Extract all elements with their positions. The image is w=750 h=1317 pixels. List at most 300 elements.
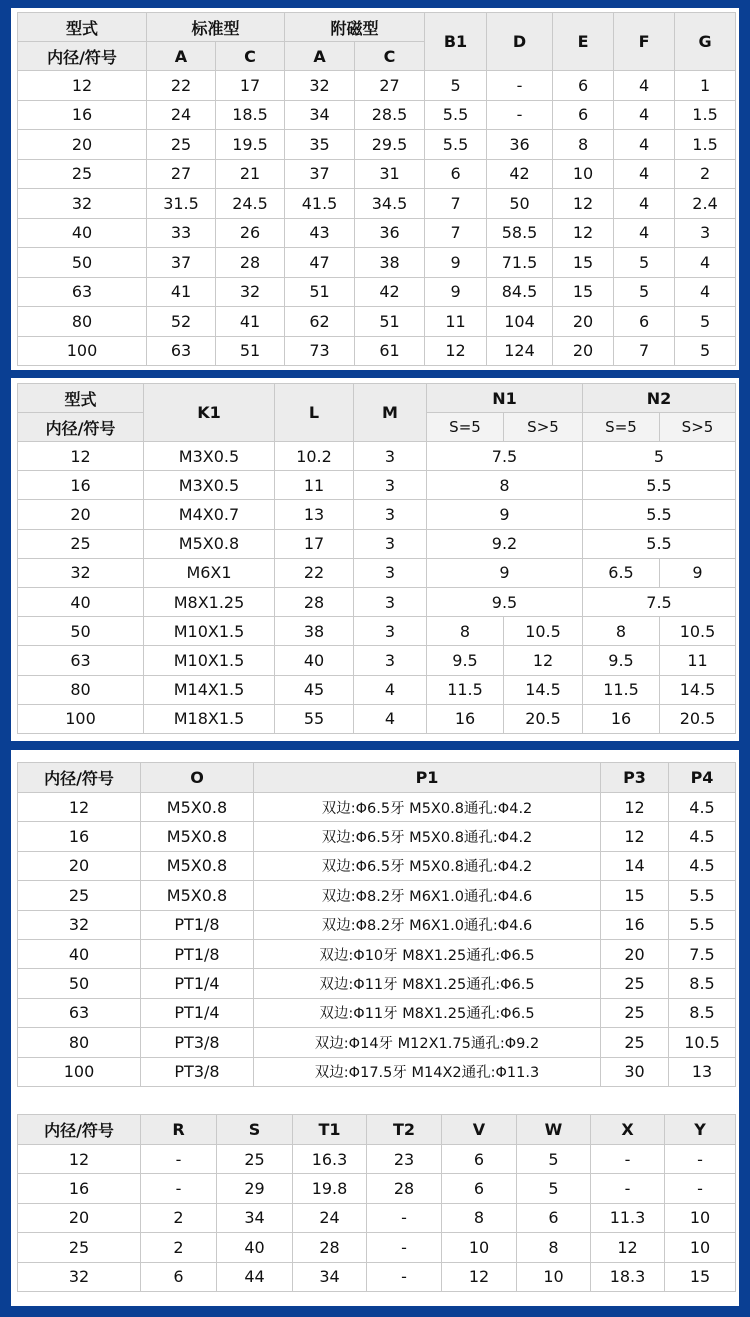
table-row <box>18 130 736 160</box>
table4-cell: 15 <box>665 1262 736 1291</box>
table3-panel <box>11 750 739 1306</box>
table1-cell: 20 <box>553 336 614 366</box>
table-row <box>18 189 736 219</box>
table-row <box>18 1203 736 1232</box>
table-row <box>18 71 736 101</box>
table2-cell: 9 <box>660 558 736 587</box>
table2-cell: 3 <box>354 500 427 529</box>
table1-cell: 12 <box>553 218 614 248</box>
table3-cell: 双边:Φ6.5牙 M5X0.8通孔:Φ4.2 <box>254 851 601 880</box>
table-row <box>18 1174 736 1203</box>
table-row <box>18 851 736 880</box>
table1-cell: 6 <box>425 159 487 189</box>
table4-cell: - <box>665 1145 736 1174</box>
table2-col-k1: K1 <box>144 384 275 442</box>
table4-header: 内径/符号 <box>18 1115 141 1145</box>
table4-cell: 32 <box>18 1262 141 1291</box>
table2-n2-merged: 5 <box>583 442 736 471</box>
table-row <box>18 307 736 337</box>
table2-cell: M6X1 <box>144 558 275 587</box>
table1-cell: 50 <box>487 189 553 219</box>
table4-cell: 34 <box>217 1203 293 1232</box>
table3-cell: 双边:Φ10牙 M8X1.25通孔:Φ6.5 <box>254 939 601 968</box>
table2-cell: 3 <box>354 558 427 587</box>
table-row <box>18 587 736 616</box>
table2-cell: 3 <box>354 646 427 675</box>
table3-cell: 双边:Φ8.2牙 M6X1.0通孔:Φ4.6 <box>254 881 601 910</box>
table3-cell: 16 <box>601 910 669 939</box>
table1-cell: 1.5 <box>675 100 736 130</box>
table3-cell: M5X0.8 <box>141 851 254 880</box>
table4-cell: 25 <box>217 1145 293 1174</box>
table2-cell: 6.5 <box>583 558 660 587</box>
table2-cell: M3X0.5 <box>144 471 275 500</box>
table1-cell: 124 <box>487 336 553 366</box>
table-row <box>18 617 736 646</box>
table1-cell: 32 <box>18 189 147 219</box>
table1-sub-c2: C <box>355 42 425 71</box>
table3-cell: PT3/8 <box>141 1057 254 1086</box>
table1-cell: 37 <box>285 159 355 189</box>
table4-cell: 44 <box>217 1262 293 1291</box>
table3-cell: 15 <box>601 881 669 910</box>
table4-cell: 28 <box>293 1233 367 1262</box>
table3-cell: 25 <box>18 881 141 910</box>
table1-cell: 4 <box>614 218 675 248</box>
table3-cell: 5.5 <box>669 910 736 939</box>
table3-cell: PT1/4 <box>141 998 254 1027</box>
table3-cell: PT1/8 <box>141 910 254 939</box>
table1-cell: 17 <box>216 71 285 101</box>
table1-col-b1: B1 <box>425 13 487 71</box>
table2-cell: 11.5 <box>583 675 660 704</box>
table1-sub-a1: A <box>147 42 216 71</box>
table1-cell: 36 <box>487 130 553 160</box>
table1-cell: 8 <box>553 130 614 160</box>
table4-cell: 8 <box>517 1233 591 1262</box>
table1-cell: 9 <box>425 248 487 278</box>
table1-cell: - <box>487 100 553 130</box>
table1-cell: 27 <box>147 159 216 189</box>
table2-cell: 45 <box>275 675 354 704</box>
table1-group-magnetic: 附磁型 <box>285 13 425 42</box>
table2-cell: 50 <box>18 617 144 646</box>
table1-cell: 5.5 <box>425 100 487 130</box>
table1-cell: 4 <box>614 71 675 101</box>
table4-cell: 8 <box>442 1203 517 1232</box>
table4-cell: 19.8 <box>293 1174 367 1203</box>
table1-cell: 80 <box>18 307 147 337</box>
table1-cell: 32 <box>216 277 285 307</box>
table4-cell: 10 <box>665 1203 736 1232</box>
table2-cell: 8 <box>427 617 504 646</box>
table2-corner-bottom: 内径/符号 <box>18 413 144 442</box>
table3-cell: 双边:Φ11牙 M8X1.25通孔:Φ6.5 <box>254 998 601 1027</box>
table2-cell: 100 <box>18 704 144 733</box>
table1-cell: 4 <box>614 130 675 160</box>
table-row <box>18 336 736 366</box>
table3-cell: 12 <box>601 793 669 822</box>
table2-cell: M3X0.5 <box>144 442 275 471</box>
table2-cell: 3 <box>354 529 427 558</box>
table1-cell: 32 <box>285 71 355 101</box>
table2-n2-merged: 7.5 <box>583 587 736 616</box>
table2-cell: 4 <box>354 675 427 704</box>
table1-cell: 22 <box>147 71 216 101</box>
table4-cell: 6 <box>141 1262 217 1291</box>
table2-cell: 11 <box>275 471 354 500</box>
table1-cell: 3 <box>675 218 736 248</box>
table2-cell: 10.5 <box>504 617 583 646</box>
table1-cell: 31.5 <box>147 189 216 219</box>
table1-cell: 5 <box>614 248 675 278</box>
table3-cell: 30 <box>601 1057 669 1086</box>
table2-col-m: M <box>354 384 427 442</box>
table2-corner-top: 型式 <box>18 384 144 413</box>
table1-cell: 52 <box>147 307 216 337</box>
table-row <box>18 442 736 471</box>
table1-cell: 21 <box>216 159 285 189</box>
table1-cell: 6 <box>553 71 614 101</box>
table1-cell: 24 <box>147 100 216 130</box>
table4-header: X <box>591 1115 665 1145</box>
table3-cell: 4.5 <box>669 851 736 880</box>
table1-cell: 5 <box>675 336 736 366</box>
table1-cell: 36 <box>355 218 425 248</box>
table1-cell: 10 <box>553 159 614 189</box>
table2-cell: 14.5 <box>504 675 583 704</box>
table1-cell: 7 <box>614 336 675 366</box>
table2-cell: 16 <box>18 471 144 500</box>
table2-cell: 11.5 <box>427 675 504 704</box>
table2-cell: 8 <box>583 617 660 646</box>
table2-cell: 32 <box>18 558 144 587</box>
table4-cell: 2 <box>141 1203 217 1232</box>
table-row <box>18 704 736 733</box>
table1-cell: 1 <box>675 71 736 101</box>
table1-cell: 40 <box>18 218 147 248</box>
table1-cell: 51 <box>285 277 355 307</box>
table3-header: P3 <box>601 763 669 793</box>
table3-cell: 14 <box>601 851 669 880</box>
table1-cell: 41.5 <box>285 189 355 219</box>
table4-cell: - <box>141 1174 217 1203</box>
table2-cell: 63 <box>18 646 144 675</box>
table1-cell: 47 <box>285 248 355 278</box>
table2-n1-merged: 7.5 <box>427 442 583 471</box>
table1-cell: 9 <box>425 277 487 307</box>
table4-header: Y <box>665 1115 736 1145</box>
table4-cell: - <box>141 1145 217 1174</box>
table1-cell: 51 <box>216 336 285 366</box>
table1-cell: 11 <box>425 307 487 337</box>
table3-cell: 4.5 <box>669 822 736 851</box>
table1-cell: 58.5 <box>487 218 553 248</box>
table2-cell: M5X0.8 <box>144 529 275 558</box>
table4-cell: 10 <box>517 1262 591 1291</box>
table4-cell: - <box>367 1262 442 1291</box>
table-row <box>18 529 736 558</box>
table1-cell: 7 <box>425 189 487 219</box>
table3-cell: 5.5 <box>669 881 736 910</box>
table1-cell: 50 <box>18 248 147 278</box>
table1-cell: 5 <box>614 277 675 307</box>
table1-cell: 19.5 <box>216 130 285 160</box>
table3-cell: 80 <box>18 1028 141 1057</box>
table1-cell: 27 <box>355 71 425 101</box>
table2-sub-n1-s5: S=5 <box>427 413 504 442</box>
table4-cell: - <box>591 1174 665 1203</box>
table1-col-d: D <box>487 13 553 71</box>
table4-cell: 12 <box>591 1233 665 1262</box>
table3-header: P4 <box>669 763 736 793</box>
table1-cell: 26 <box>216 218 285 248</box>
table3-cell: PT3/8 <box>141 1028 254 1057</box>
table1-cell: 28.5 <box>355 100 425 130</box>
table3-cell: 8.5 <box>669 969 736 998</box>
table4-cell: 20 <box>18 1203 141 1232</box>
table3-header: 内径/符号 <box>18 763 141 793</box>
table3-cell: 63 <box>18 998 141 1027</box>
table1-cell: 12 <box>18 71 147 101</box>
table3-cell: 16 <box>18 822 141 851</box>
table3-cell: 双边:Φ8.2牙 M6X1.0通孔:Φ4.6 <box>254 910 601 939</box>
table2 <box>17 383 736 734</box>
table1-cell: 2.4 <box>675 189 736 219</box>
table-row <box>18 822 736 851</box>
table2-cell: 20 <box>18 500 144 529</box>
table2-n1-merged: 9 <box>427 558 583 587</box>
table4-cell: 12 <box>442 1262 517 1291</box>
table1-corner-bottom: 内径/符号 <box>18 42 147 71</box>
table1-cell: 63 <box>18 277 147 307</box>
table2-n2-merged: 5.5 <box>583 471 736 500</box>
table1-cell: 29.5 <box>355 130 425 160</box>
table2-group-n1: N1 <box>427 384 583 413</box>
table3-cell: 双边:Φ6.5牙 M5X0.8通孔:Φ4.2 <box>254 793 601 822</box>
table4-cell: 6 <box>442 1145 517 1174</box>
table3-cell: PT1/8 <box>141 939 254 968</box>
table-row <box>18 675 736 704</box>
table-row <box>18 1262 736 1291</box>
table-row <box>18 248 736 278</box>
table-row <box>18 646 736 675</box>
table2-cell: 38 <box>275 617 354 646</box>
table1-cell: 16 <box>18 100 147 130</box>
table-row <box>18 793 736 822</box>
table4-cell: 10 <box>442 1233 517 1262</box>
table1-cell: 4 <box>614 189 675 219</box>
table4-header: V <box>442 1115 517 1145</box>
table4-cell: 24 <box>293 1203 367 1232</box>
table2-sub-n1-sgt5: S>5 <box>504 413 583 442</box>
table4-cell: 34 <box>293 1262 367 1291</box>
table2-cell: 55 <box>275 704 354 733</box>
table3-cell: 40 <box>18 939 141 968</box>
table4-cell: 10 <box>665 1233 736 1262</box>
table2-sub-n2-sgt5: S>5 <box>660 413 736 442</box>
table1-cell: 1.5 <box>675 130 736 160</box>
table1-cell: 61 <box>355 336 425 366</box>
table3-cell: 双边:Φ17.5牙 M14X2通孔:Φ11.3 <box>254 1057 601 1086</box>
table1-cell: 100 <box>18 336 147 366</box>
table4 <box>17 1114 736 1292</box>
table1-cell: 37 <box>147 248 216 278</box>
table3-cell: 50 <box>18 969 141 998</box>
table1-cell: 43 <box>285 218 355 248</box>
table2-cell: 10.5 <box>660 617 736 646</box>
table1-cell: 12 <box>425 336 487 366</box>
table1-cell: 6 <box>553 100 614 130</box>
table1-cell: 34 <box>285 100 355 130</box>
table1-cell: 25 <box>18 159 147 189</box>
table-row <box>18 500 736 529</box>
table2-cell: 17 <box>275 529 354 558</box>
table2-cell: 12 <box>504 646 583 675</box>
table1-cell: 35 <box>285 130 355 160</box>
table4-cell: - <box>367 1233 442 1262</box>
table2-cell: 16 <box>583 704 660 733</box>
table1-cell: 20 <box>553 307 614 337</box>
table2-cell: 14.5 <box>660 675 736 704</box>
table-row <box>18 1057 736 1086</box>
table2-cell: 22 <box>275 558 354 587</box>
table-row <box>18 998 736 1027</box>
table1-cell: 42 <box>487 159 553 189</box>
table1-corner-top: 型式 <box>18 13 147 42</box>
table1-cell: 41 <box>147 277 216 307</box>
table2-n2-merged: 5.5 <box>583 529 736 558</box>
table1-cell: 25 <box>147 130 216 160</box>
table2-sub-n2-s5: S=5 <box>583 413 660 442</box>
table3-cell: 双边:Φ11牙 M8X1.25通孔:Φ6.5 <box>254 969 601 998</box>
table4-header: T2 <box>367 1115 442 1145</box>
table4-header: T1 <box>293 1115 367 1145</box>
table2-cell: 40 <box>18 587 144 616</box>
table1-cell: 15 <box>553 248 614 278</box>
table-row <box>18 558 736 587</box>
table4-cell: 18.3 <box>591 1262 665 1291</box>
table1-cell: 12 <box>553 189 614 219</box>
table2-n1-merged: 8 <box>427 471 583 500</box>
table1-cell: 51 <box>355 307 425 337</box>
table2-cell: 3 <box>354 442 427 471</box>
table1-cell: 6 <box>614 307 675 337</box>
table2-cell: M10X1.5 <box>144 617 275 646</box>
table4-cell: 2 <box>141 1233 217 1262</box>
table1-cell: 4 <box>675 277 736 307</box>
table4-cell: 29 <box>217 1174 293 1203</box>
table3-cell: 双边:Φ14牙 M12X1.75通孔:Φ9.2 <box>254 1028 601 1057</box>
table4-cell: 12 <box>18 1145 141 1174</box>
table-row <box>18 277 736 307</box>
table1-cell: 5 <box>675 307 736 337</box>
table-row <box>18 471 736 500</box>
table2-n1-merged: 9.2 <box>427 529 583 558</box>
table2-n1-merged: 9 <box>427 500 583 529</box>
table2-cell: 28 <box>275 587 354 616</box>
table1-cell: 63 <box>147 336 216 366</box>
table2-cell: 20.5 <box>504 704 583 733</box>
table4-cell: 25 <box>18 1233 141 1262</box>
table-row <box>18 159 736 189</box>
table2-group-n2: N2 <box>583 384 736 413</box>
table1-cell: 24.5 <box>216 189 285 219</box>
table1-group-standard: 标准型 <box>147 13 285 42</box>
table2-cell: 25 <box>18 529 144 558</box>
table1-cell: 62 <box>285 307 355 337</box>
table3-cell: 25 <box>601 998 669 1027</box>
table3-cell: 20 <box>601 939 669 968</box>
table3-cell: PT1/4 <box>141 969 254 998</box>
table1-cell: - <box>487 71 553 101</box>
table2-cell: 80 <box>18 675 144 704</box>
table2-cell: 16 <box>427 704 504 733</box>
table4-header: R <box>141 1115 217 1145</box>
table2-cell: 9.5 <box>427 646 504 675</box>
table4-cell: 28 <box>367 1174 442 1203</box>
table1-cell: 41 <box>216 307 285 337</box>
table3-cell: 13 <box>669 1057 736 1086</box>
table3-cell: 7.5 <box>669 939 736 968</box>
table1-cell: 71.5 <box>487 248 553 278</box>
table4-cell: 16 <box>18 1174 141 1203</box>
table1-cell: 104 <box>487 307 553 337</box>
table3-cell: 25 <box>601 1028 669 1057</box>
table2-col-l: L <box>275 384 354 442</box>
table3-cell: 10.5 <box>669 1028 736 1057</box>
table3-cell: M5X0.8 <box>141 881 254 910</box>
table2-cell: 13 <box>275 500 354 529</box>
table4-cell: 23 <box>367 1145 442 1174</box>
table2-cell: 40 <box>275 646 354 675</box>
table4-header: S <box>217 1115 293 1145</box>
table1-cell: 20 <box>18 130 147 160</box>
table1-col-g: G <box>675 13 736 71</box>
table3-cell: M5X0.8 <box>141 793 254 822</box>
table-row <box>18 939 736 968</box>
table2-cell: M4X0.7 <box>144 500 275 529</box>
table4-cell: 6 <box>517 1203 591 1232</box>
table3-cell: 32 <box>18 910 141 939</box>
table3-cell: M5X0.8 <box>141 822 254 851</box>
table4-header: W <box>517 1115 591 1145</box>
table1-cell: 2 <box>675 159 736 189</box>
table1 <box>17 12 736 366</box>
table1-cell: 4 <box>614 159 675 189</box>
table-row <box>18 910 736 939</box>
table1-cell: 28 <box>216 248 285 278</box>
table1-sub-a2: A <box>285 42 355 71</box>
table3-cell: 8.5 <box>669 998 736 1027</box>
table4-cell: 16.3 <box>293 1145 367 1174</box>
table3-header: O <box>141 763 254 793</box>
table1-cell: 4 <box>614 100 675 130</box>
table4-cell: 5 <box>517 1145 591 1174</box>
table1-cell: 38 <box>355 248 425 278</box>
table1-cell: 5.5 <box>425 130 487 160</box>
table1-cell: 84.5 <box>487 277 553 307</box>
table-row <box>18 1233 736 1262</box>
table4-cell: - <box>367 1203 442 1232</box>
table1-cell: 4 <box>675 248 736 278</box>
table2-cell: 9.5 <box>583 646 660 675</box>
table1-cell: 15 <box>553 277 614 307</box>
table3 <box>17 762 736 1087</box>
table2-n2-merged: 5.5 <box>583 500 736 529</box>
table1-panel <box>11 8 739 370</box>
table3-cell: 25 <box>601 969 669 998</box>
